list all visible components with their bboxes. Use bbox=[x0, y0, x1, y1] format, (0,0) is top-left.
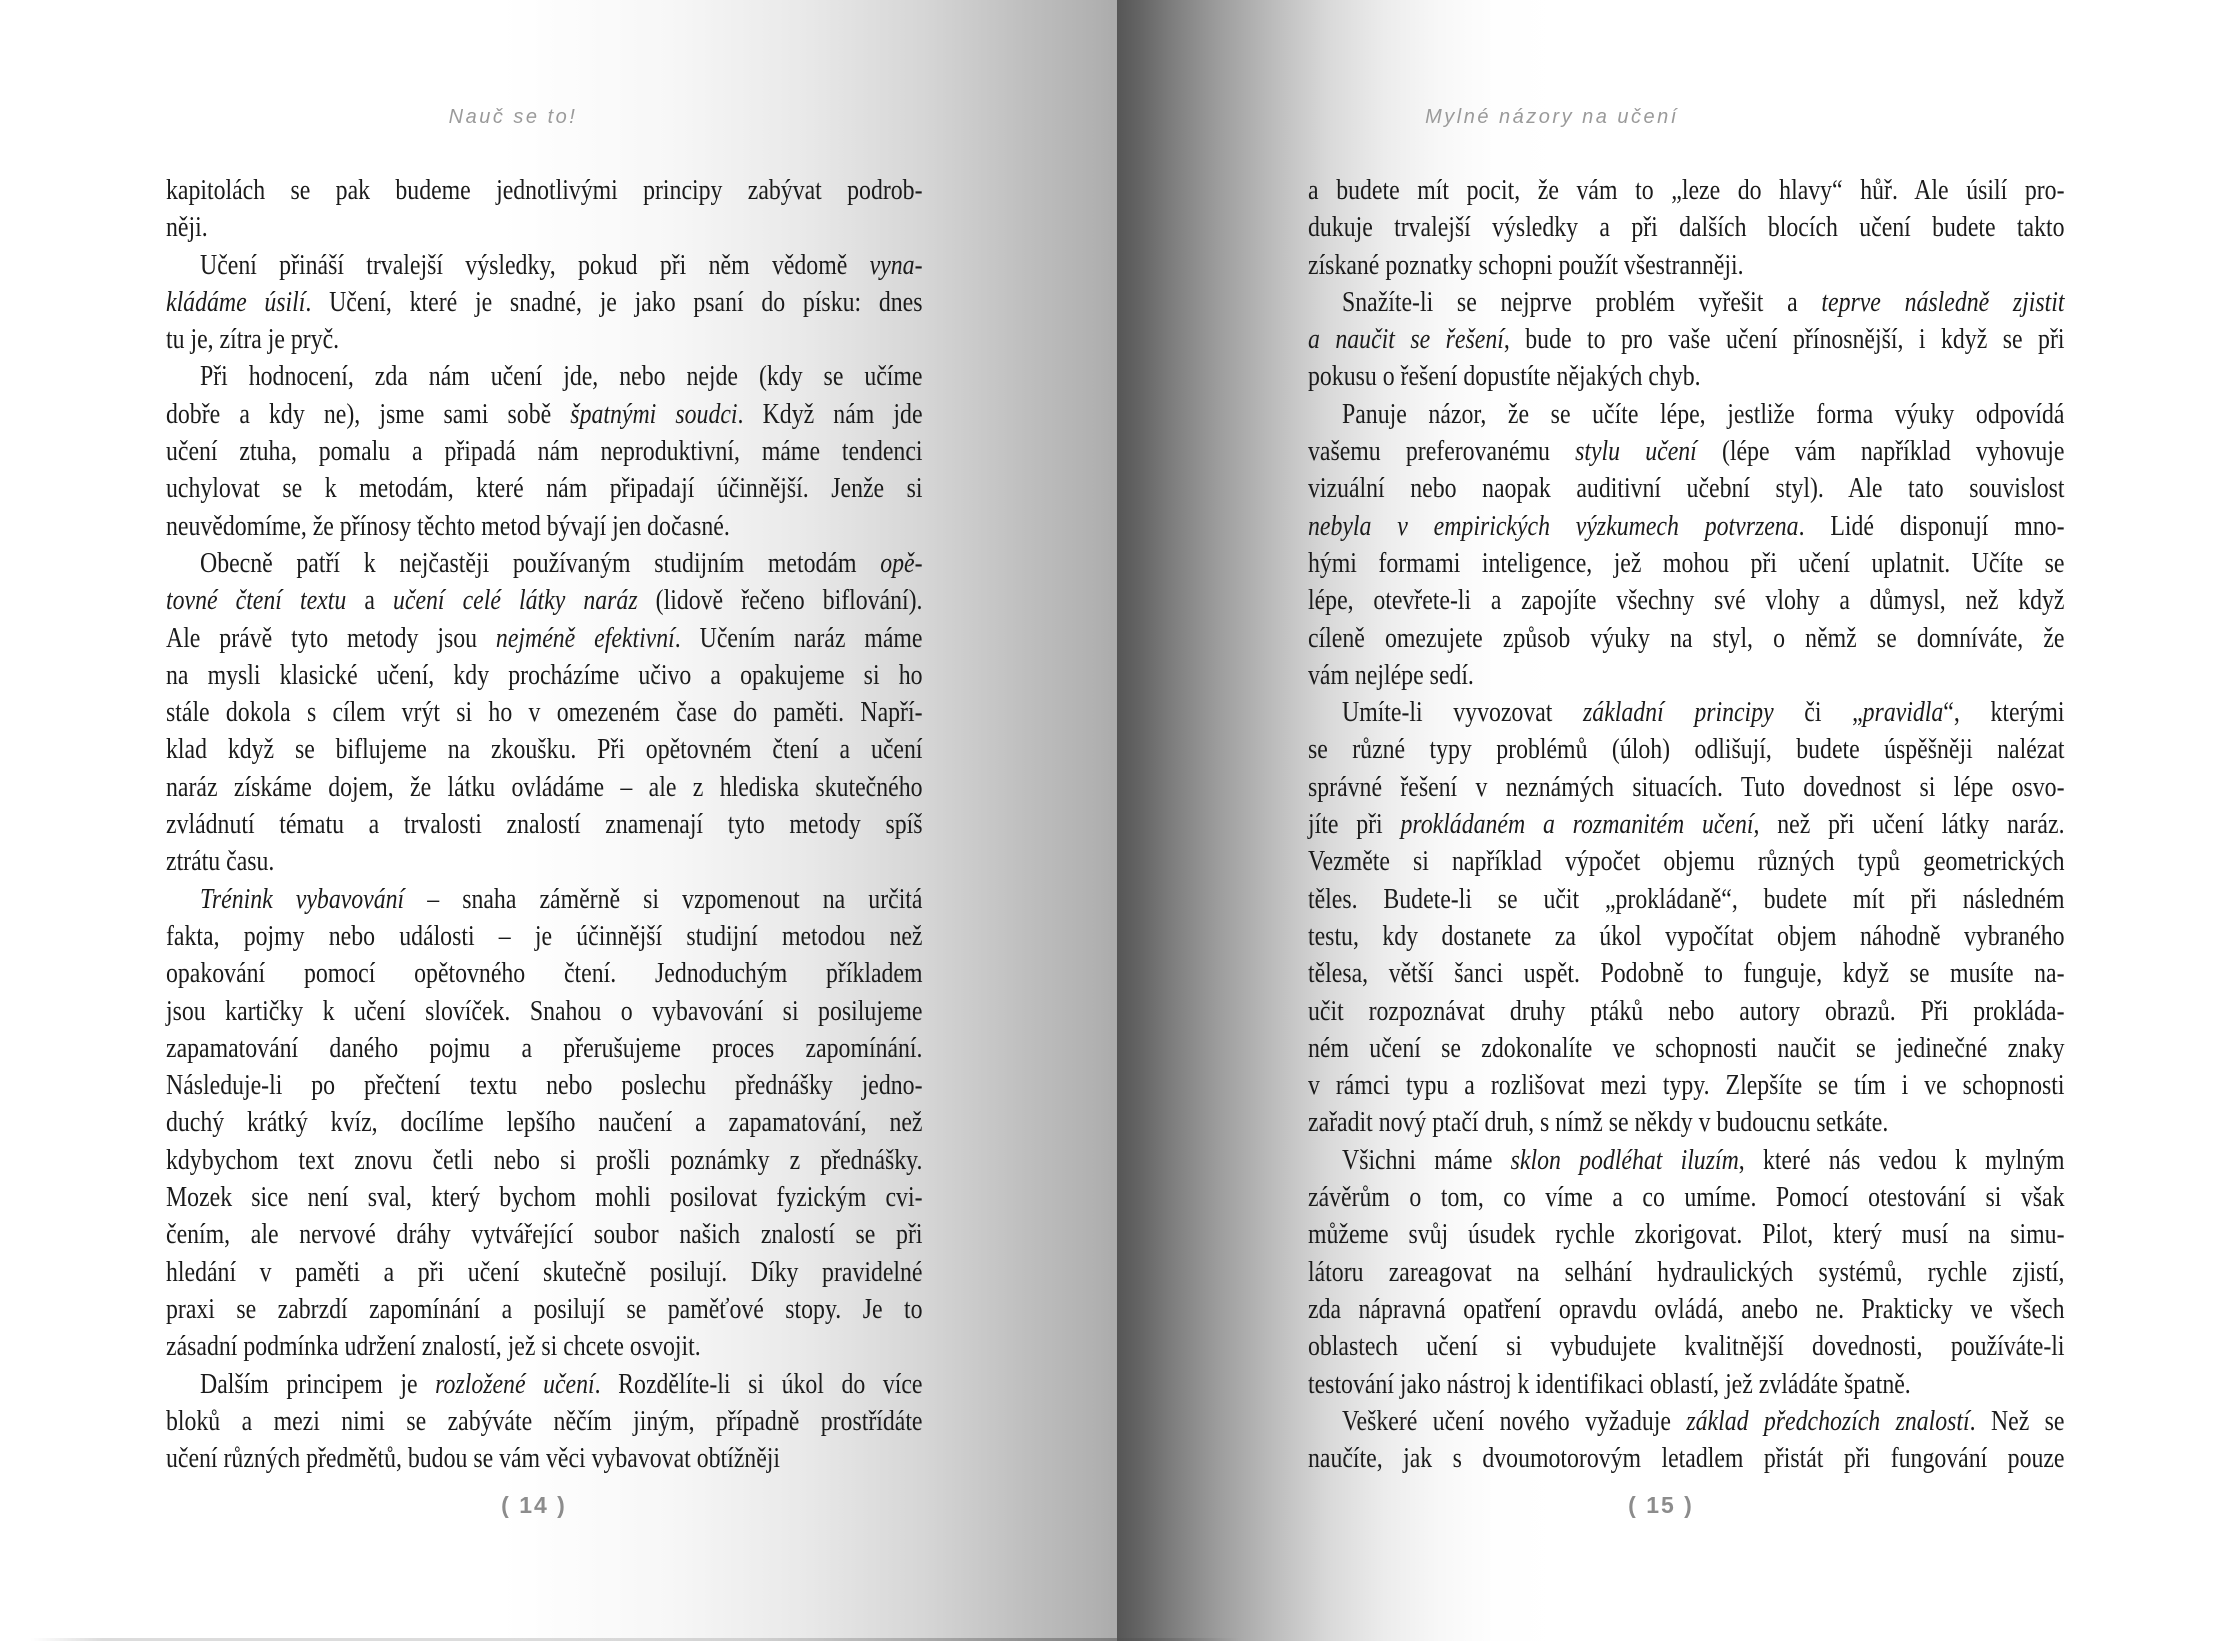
text-line: vám nejlépe sedí. bbox=[1308, 659, 1474, 691]
text-line: dobře a kdy ne), jsme sami sobě špatnými soudci. Když nám jde bbox=[166, 398, 923, 430]
text-line: naučíte, jak s dvoumotorovým letadlem přistát při fungování pouze bbox=[1308, 1443, 2065, 1475]
text-line: Trénink vybavování – snaha záměrně si vzpomenout na určitá bbox=[200, 883, 923, 915]
page-number-left: ( 14 ) bbox=[501, 1492, 567, 1518]
text-line: zvládnutí tématu a trvalosti znalostí znamenají tyto metody spíš bbox=[166, 809, 923, 841]
text-line: zařadit nový ptačí druh, s nímž se někdy v budoucnu setkáte. bbox=[1308, 1107, 1889, 1139]
text-line: cíleně omezujete způsob výuky na styl, o němž se domníváte, že bbox=[1308, 622, 2065, 654]
text-line: Vezměte si například výpočet objemu různých typů geometrických bbox=[1308, 846, 2065, 878]
text-line: v rámci typu a rozlišovat mezi typy. Zlepšíte se tím i ve schopnosti bbox=[1308, 1070, 2065, 1102]
text-line: Mozek sice není sval, který bychom mohli posilovat fyzickým cvi- bbox=[166, 1182, 923, 1214]
text-line: zapamatování daného pojmu a přerušujeme proces zapomínání. bbox=[166, 1032, 923, 1064]
text-line: Učení přináší trvalejší výsledky, pokud při něm vědomě vyna- bbox=[200, 249, 923, 281]
text-line: vašemu preferovanému stylu učení (lépe vám například vyhovuje bbox=[1308, 436, 2065, 468]
text-line: a naučit se řešení, bude to pro vaše učení přínosnější, i když se při bbox=[1308, 324, 2065, 356]
text-line: Umíte-li vyvozovat základní principy či „pravidla“, kterými bbox=[1342, 697, 2065, 729]
text-line: těles. Budete-li se učit „prokládaně“, budete mít při následném bbox=[1308, 883, 2065, 915]
text-line: klad když se biflujeme na zkoušku. Při opětovném čtení a učení bbox=[166, 734, 923, 766]
text-line: Veškeré učení nového vyžaduje základ předchozích znalostí. Než se bbox=[1342, 1405, 2065, 1437]
text-line: zásadní podmínka udržení znalostí, jež si chcete osvojit. bbox=[166, 1331, 701, 1363]
text-line: látoru zareagovat na selhání hydraulických systémů, rychle zjistí, bbox=[1308, 1256, 2065, 1288]
text-line: tovné čtení textu a učení celé látky naráz (lidově řečeno biflování). bbox=[166, 585, 923, 617]
text-line: praxi se zabrzdí zapomínání a posilují se paměťové stopy. Je to bbox=[166, 1293, 923, 1325]
text-line: fakta, pojmy nebo události – je účinnější studijní metodou než bbox=[166, 920, 923, 952]
text-line: Panuje názor, že se učíte lépe, jestliže forma výuky odpovídá bbox=[1342, 398, 2065, 430]
text-line: hými formami inteligence, jež mohou při učení uplatnit. Učíte se bbox=[1308, 547, 2065, 579]
text-line: testování jako nástroj k identifikaci oblastí, jež zvládáte špatně. bbox=[1308, 1368, 1911, 1400]
text-line: závěrům o tom, co víme a co umíme. Pomocí otestování si však bbox=[1308, 1182, 2065, 1214]
page-number-right: ( 15 ) bbox=[1628, 1492, 1694, 1518]
text-line: tu je, zítra je pryč. bbox=[166, 324, 340, 356]
text-line: oblastech učení si vybudujete kvalitnější dovednosti, používáte-li bbox=[1308, 1331, 2065, 1363]
text-line: Při hodnocení, zda nám učení jde, nebo nejde (kdy se učíme bbox=[200, 361, 923, 393]
text-line: jíte při prokládaném a rozmanitém učení, než při učení látky naráz. bbox=[1308, 809, 2065, 841]
text-line: hledání v paměti a při učení skutečně posilují. Díky pravidelné bbox=[166, 1256, 923, 1288]
text-line: čením, ale nervové dráhy vytvářející soubor našich znalostí se při bbox=[166, 1219, 923, 1251]
text-line: tělesa, větší šanci uspět. Podobně to funguje, když se musíte na- bbox=[1308, 958, 2065, 990]
text-line: opakování pomocí opětovného čtení. Jednoduchým příkladem bbox=[166, 958, 923, 990]
text-line: Snažíte-li se nejprve problém vyřešit a teprve následně zjistit bbox=[1342, 286, 2065, 318]
text-line: učit rozpoznávat druhy ptáků nebo autory obrazů. Při prokláda- bbox=[1308, 995, 2065, 1027]
text-line: Dalším principem je rozložené učení. Rozdělíte-li si úkol do více bbox=[200, 1368, 923, 1400]
text-line: lépe, otevřete-li a zapojíte všechny své vlohy a důmysl, než když bbox=[1308, 585, 2065, 617]
text-line: se různé typy problémů (úloh) odlišují, budete úspěšněji nalézat bbox=[1308, 734, 2065, 766]
text-line: učení různých předmětů, budou se vám věci vybavovat obtížněji bbox=[166, 1443, 780, 1475]
text-line: ném učení se zdokonalíte ve schopnosti naučit se jedinečné znaky bbox=[1308, 1032, 2065, 1064]
text-line: dukuje trvalejší výsledky a při dalších blocích učení budete takto bbox=[1308, 212, 2065, 244]
text-line: naráz získáme dojem, že látku ovládáme – ale z hlediska skutečného bbox=[166, 771, 923, 803]
text-line: nebyla v empirických výzkumech potvrzena. Lidé disponují mno- bbox=[1308, 510, 2065, 542]
text-line: uchylovat se k metodám, které nám připadají účinnější. Jenže si bbox=[166, 473, 923, 505]
text-line: Všichni máme sklon podléhat iluzím, které nás vedou k mylným bbox=[1342, 1144, 2065, 1176]
running-head-left: Nauč se to! bbox=[448, 106, 578, 128]
text-line: vizuální nebo naopak auditivní učební styl). Ale tato souvislost bbox=[1308, 473, 2065, 505]
text-line: testu, kdy dostanete za úkol vypočítat objem náhodně vybraného bbox=[1308, 920, 2065, 952]
text-line: na mysli klasické učení, kdy procházíme učivo a opakujeme si ho bbox=[166, 659, 923, 691]
text-line: kapitolách se pak budeme jednotlivými principy zabývat podrob- bbox=[166, 175, 923, 206]
text-line: učení ztuha, pomalu a připadá nám neproduktivní, máme tendenci bbox=[166, 436, 923, 468]
text-line: získané poznatky schopni použít všestranněji. bbox=[1308, 249, 1744, 281]
text-line: jsou kartičky k učení slovíček. Snahou o vybavování si posilujeme bbox=[166, 995, 923, 1027]
text-line: Následuje-li po přečtení textu nebo poslechu přednášky jedno- bbox=[166, 1070, 923, 1102]
running-head-right: Mylné názory na učení bbox=[1425, 106, 1679, 128]
text-line: něji. bbox=[166, 212, 208, 244]
text-line: zda nápravná opatření opravdu ovládá, anebo ne. Prakticky ve všech bbox=[1308, 1293, 2065, 1325]
text-line: kdybychom text znovu četli nebo si prošli poznámky z přednášky. bbox=[166, 1144, 923, 1176]
text-line: kládáme úsilí. Učení, které je snadné, je jako psaní do písku: dnes bbox=[166, 286, 923, 318]
text-line: Obecně patří k nejčastěji používaným studijním metodám opě- bbox=[200, 547, 923, 579]
text-line: pokusu o řešení dopustíte nějakých chyb. bbox=[1308, 361, 1701, 393]
text-line: duchý krátký kvíz, docílíme lepšího naučení a zapamatování, než bbox=[166, 1107, 923, 1139]
right-page-lines bbox=[1308, 172, 2065, 1477]
text-line: Ale právě tyto metody jsou nejméně efektivní. Učením naráz máme bbox=[166, 622, 923, 654]
text-line: neuvědomíme, že přínosy těchto metod bývají jen dočasné. bbox=[166, 510, 730, 542]
left-page-lines bbox=[166, 172, 923, 1477]
text-line: stále dokola s cílem vrýt si ho v omezeném čase do paměti. Napří- bbox=[166, 697, 923, 729]
text-line: můžeme svůj úsudek rychle zkorigovat. Pilot, který musí na simu- bbox=[1308, 1219, 2065, 1251]
text-line: správné řešení v neznámých situacích. Tuto dovednost si lépe osvo- bbox=[1308, 771, 2065, 803]
text-line: bloků a mezi nimi se zabýváte něčím jiným, případně prostřídáte bbox=[166, 1405, 923, 1437]
text-line: ztrátu času. bbox=[166, 846, 275, 878]
text-line: a budete mít pocit, že vám to „leze do hlavy“ hůř. Ale úsilí pro- bbox=[1308, 175, 2065, 206]
